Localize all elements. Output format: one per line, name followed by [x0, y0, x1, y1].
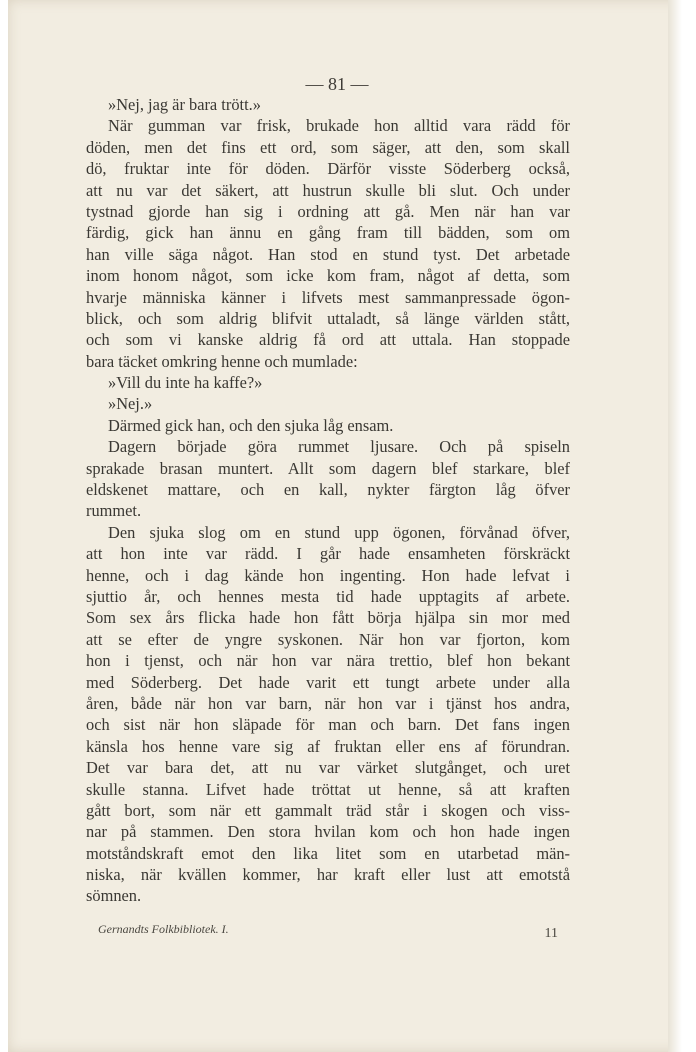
text-line: eldskenet mattare, och en kall, nykter färgton låg öfver — [86, 480, 570, 500]
text-line: att hon inte var rädd. I går hade ensamheten förskräckt — [86, 544, 570, 564]
text-line: Det var bara det, att nu var värket slutgånget, och uret — [86, 758, 570, 778]
text-line: hvarje människa känner i lifvets mest sammanpressade ögon- — [86, 287, 570, 307]
text-line: Den sjuka slog om en stund upp ögonen, förvånad öfver, — [108, 522, 570, 542]
text-line: niska, när kvällen kommer, har kraft eller lust att emotstå — [86, 865, 570, 885]
text-line: och som vi kanske aldrig få ord att uttala. Han stoppade — [86, 330, 570, 350]
body-text — [86, 94, 570, 907]
text-line: blick, och som aldrig blifvit uttaladt, så länge världen stått, — [86, 308, 570, 328]
text-line: henne, och i dag kände hon ingenting. Hon hade lefvat i — [86, 565, 570, 585]
text-line: sprakade brasan muntert. Allt som dagern blef starkare, blef — [86, 458, 570, 478]
signature-mark: 11 — [544, 926, 558, 941]
text-line: Som sex års flicka hade hon fått börja hjälpa sin mor med — [86, 608, 570, 628]
book-page — [8, 0, 682, 1052]
page-edge — [668, 0, 682, 1052]
text-line: motståndskraft emot den lika litet som en utarbetad män- — [86, 843, 570, 863]
page-number: — 81 — — [305, 74, 369, 94]
text-line: åren, både när hon var barn, när hon var i tjänst hos andra, — [86, 693, 570, 713]
text-line: känsla hos henne vare sig af fruktan eller ens af förundran. — [86, 736, 570, 756]
footer — [98, 922, 568, 942]
text-line: färdig, gick han ännu en gång fram till bädden, som om — [86, 223, 570, 243]
text-line: »Vill du inte ha kaffe?» — [108, 373, 263, 393]
text-line: att nu var det säkert, att hustrun skulle bli slut. Och under — [86, 180, 570, 200]
text-line: att se efter de yngre syskonen. När hon var fjorton, kom — [86, 629, 570, 649]
text-line: »Nej.» — [108, 394, 153, 414]
text-line: gått bort, som när ett gammalt träd står i skogen och viss- — [86, 800, 570, 820]
text-line: hon i tjenst, och när hon var nära trettio, blef hon bekant — [86, 651, 570, 671]
text-line: sömnen. — [86, 886, 142, 906]
text-line: tystnad gjorde han sig i ordning att gå. Men när han var — [86, 201, 570, 221]
text-line: med Söderberg. Det hade varit ett tungt arbete under alla — [86, 672, 570, 692]
text-line: och sist när hon släpade för man och barn. Det fans ingen — [86, 715, 570, 735]
text-line: han ville säga något. Han stod en stund tyst. Det arbetade — [86, 244, 570, 264]
text-line: döden, men det fins ett ord, som säger, att den, som skall — [86, 137, 570, 157]
text-line: dö, fruktar inte för döden. Därför visste Söderberg också, — [86, 159, 570, 179]
footer-series: Gernandts Folkbibliotek. I. — [98, 922, 229, 936]
text-line: Därmed gick han, och den sjuka låg ensam. — [108, 415, 394, 435]
text-line: Dagern började göra rummet ljusare. Och på spiseln — [108, 437, 570, 457]
text-line: När gumman var frisk, brukade hon alltid vara rädd för — [108, 116, 570, 136]
text-line: nar på stammen. Den stora hvilan kom och hon hade ingen — [86, 822, 570, 842]
text-line: rummet. — [86, 501, 142, 521]
text-line: sjuttio år, och hennes mesta tid hade upptagits af arbete. — [86, 586, 570, 606]
text-line: skulle stanna. Lifvet hade tröttat ut henne, så att kraften — [86, 779, 570, 799]
text-line: »Nej, jag är bara trött.» — [108, 95, 261, 114]
text-line: inom honom något, som icke kom fram, något af detta, som — [86, 266, 570, 286]
text-line: bara täcket omkring henne och mumlade: — [86, 351, 358, 371]
